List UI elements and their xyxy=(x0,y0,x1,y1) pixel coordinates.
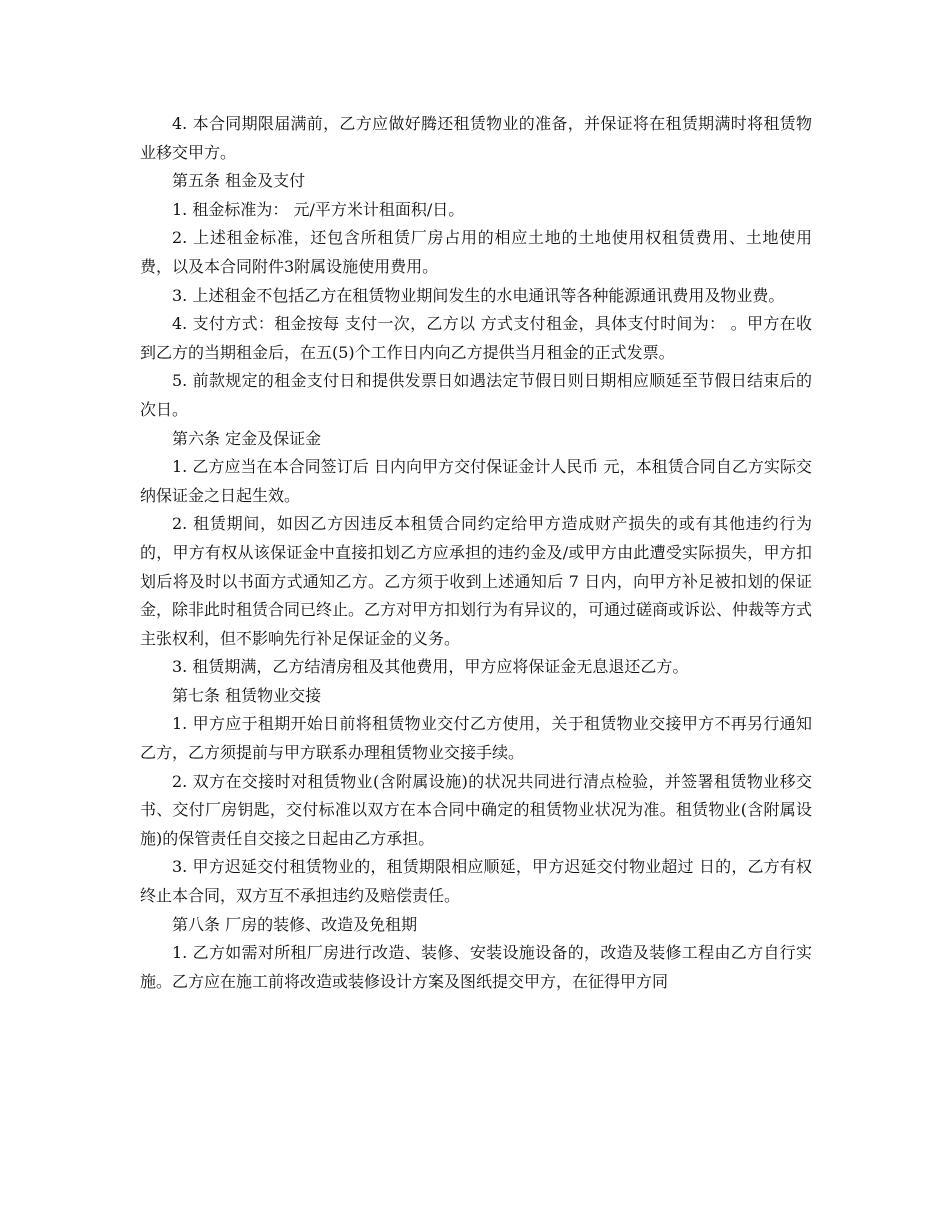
document-page xyxy=(140,110,812,996)
clause-7-3-paragraph: 3. 甲方迟延交付租赁物业的，租赁期限相应顺延，甲方迟延交付物业超过 日的，乙方有权终止本合同，双方互不承担违约及赔偿责任。 xyxy=(140,857,812,906)
clause-7-2-paragraph: 2. 双方在交接时对租赁物业(含附属设施)的状况共同进行清点检验，并签署租赁物业移交书、交付厂房钥匙，交付标准以双方在本合同中确定的租赁物业状况为准。租赁物业(含附属设施)的保管责任自交接之日起由乙方承担。 xyxy=(140,771,812,848)
article-7-heading: 第七条 租赁物业交接 xyxy=(172,685,322,705)
clause-6-1-paragraph: 1. 乙方应当在本合同签订后 日内向甲方交付保证金计人民币 元，本租赁合同自乙方实际交纳保证金之日起生效。 xyxy=(140,457,812,505)
clause-7-1-paragraph: 1. 甲方应于租期开始日前将租赁物业交付乙方使用，关于租赁物业交接甲方不再另行通知乙方，乙方须提前与甲方联系办理租赁物业交接手续。 xyxy=(140,714,812,763)
clause-5-4-paragraph: 4. 支付方式：租金按每 支付一次，乙方以 方式支付租金，具体支付时间为： 。甲方在收到乙方的当期租金后，在五(5)个工作日内向乙方提供当月租金的正式发票。 xyxy=(140,314,812,362)
article-5-heading: 第五条 租金及支付 xyxy=(172,171,306,191)
clause-5-3-paragraph: 3. 上述租金不包括乙方在租赁物业期间发生的水电通讯等各种能源通讯费用及物业费。 xyxy=(172,285,785,305)
clause-5-1-paragraph: 1. 租金标准为： 元/平方米计租面积/日。 xyxy=(172,199,465,219)
article-8-heading: 第八条 厂房的装修、改造及免租期 xyxy=(172,914,418,934)
clause-6-3-paragraph: 3. 租赁期满，乙方结清房租及其他费用，甲方应将保证金无息退还乙方。 xyxy=(172,657,689,677)
clause-4-4-paragraph: 4. 本合同期限届满前，乙方应做好腾还租赁物业的准备，并保证将在租赁期满时将租赁物业移交甲方。 xyxy=(140,114,812,162)
clause-6-2-paragraph: 2. 租赁期间，如因乙方因违反本租赁合同约定给甲方造成财产损失的或有其他违约行为的，甲方有权从该保证金中直接扣划乙方应承担的违约金及/或甲方由此遭受实际损失，甲方扣划后将及时以书面方式通知乙方。乙方须于收到上述通知后 7 日内，向甲方补足被扣划的保证金，除非此时租赁合同已终止。乙方对甲方扣划行为有异议的，可通过磋商或诉讼、仲裁等方式主张权利，但不影响先行补足保证金的义务。 xyxy=(140,514,813,648)
clause-5-5-paragraph: 5. 前款规定的租金支付日和提供发票日如遇法定节假日则日期相应顺延至节假日结束后的次日。 xyxy=(140,371,812,419)
article-6-heading: 第六条 定金及保证金 xyxy=(172,428,322,448)
clause-8-1-paragraph: 1. 乙方如需对所租厂房进行改造、装修、安装设施设备的，改造及装修工程由乙方自行实施。乙方应在施工前将改造或装修设计方案及图纸提交甲方，在征得甲方同 xyxy=(140,943,812,991)
clause-5-2-paragraph: 2. 上述租金标准，还包含所租赁厂房占用的相应土地的土地使用权租赁费用、土地使用费，以及本合同附件3附属设施使用费用。 xyxy=(140,228,812,276)
